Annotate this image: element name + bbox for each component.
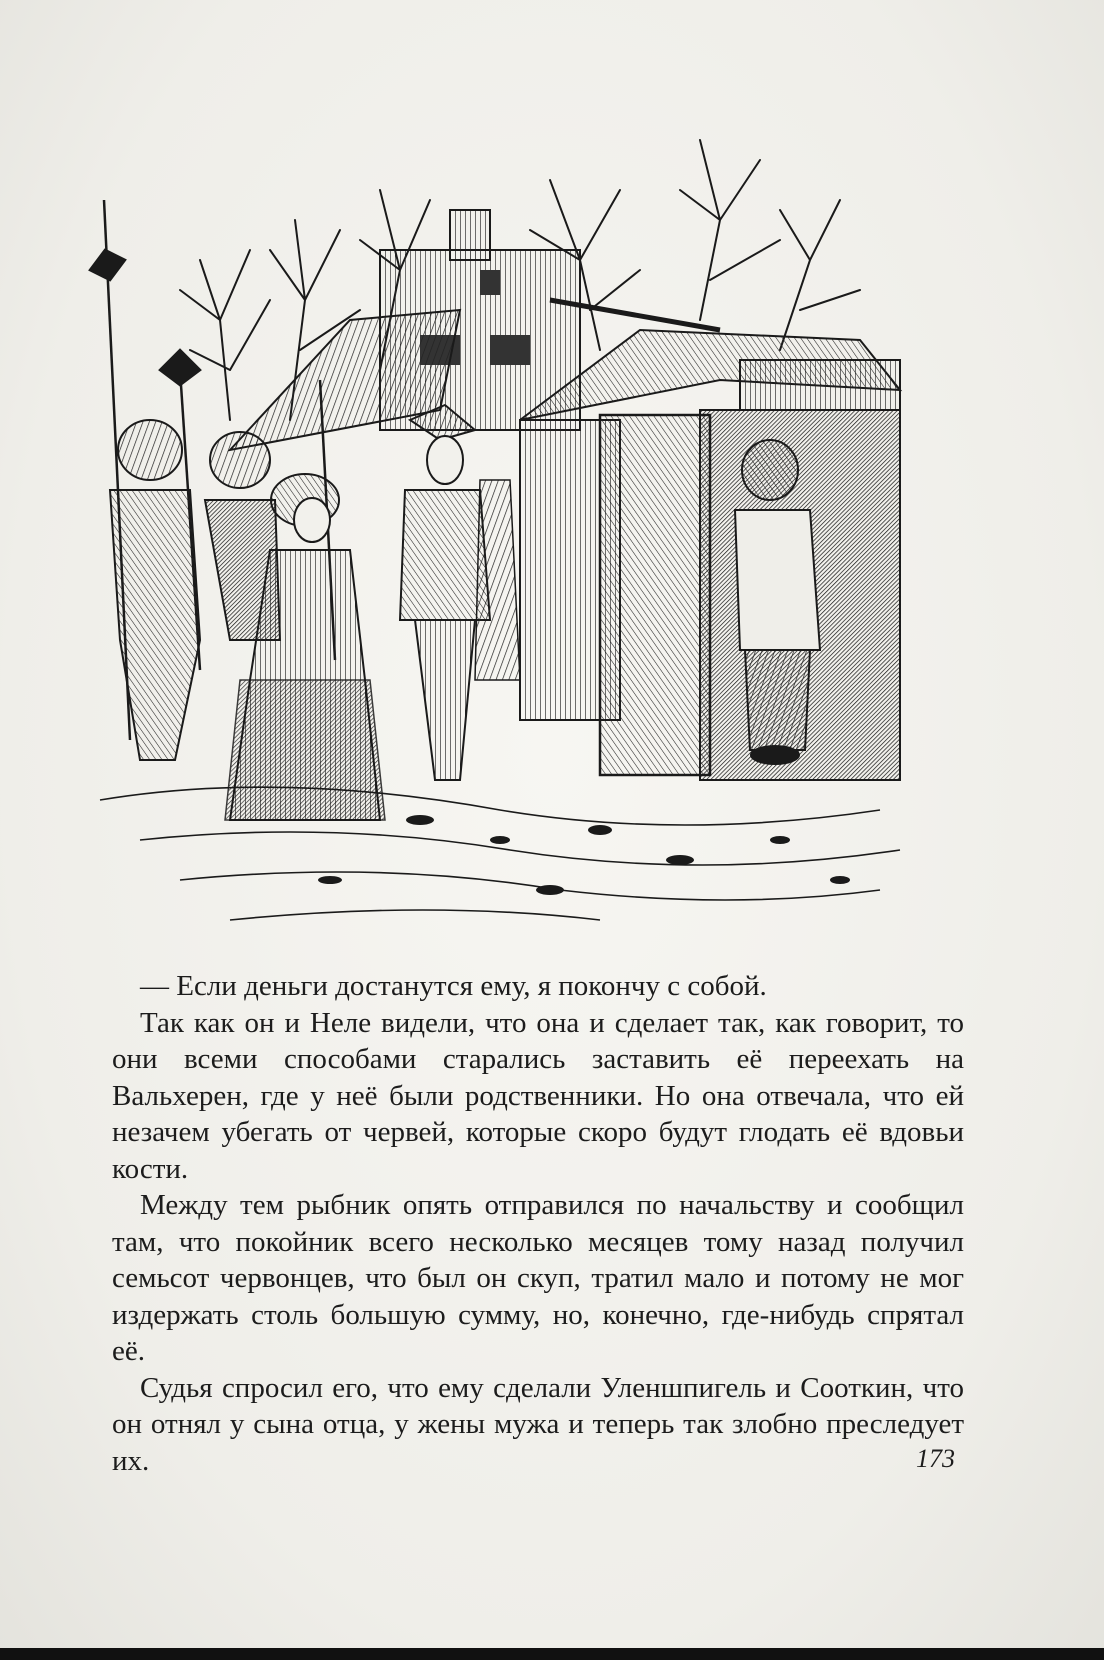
engraving-illustration (80, 120, 940, 940)
paragraph: Так как он и Неле видели, что она и сделает так, как говорит, то они всеми способами старались заставить её переехать на Вальхерен, где у неё были родственники. Но она отвечала, что ей незачем убегать от червей, которые скоро будут глодать её вдовьи кости. (112, 1006, 964, 1185)
paragraph: Судья спросил его, что ему сделали Уленшпигель и Сооткин, что он отнял у сына отца, у жены мужа и теперь так злобно преследует их. (112, 1371, 964, 1477)
scan-edge (0, 1648, 1104, 1660)
paragraph: — Если деньги достанутся ему, я покончу с собой. (140, 970, 767, 1002)
engraving-street-scene-icon (80, 120, 940, 940)
body-text (112, 968, 964, 1479)
paragraph: Между тем рыбник опять отправился по начальству и сообщил там, что покойник всего несколько месяцев тому назад получил семьсот червонцев, что был он скуп, тратил мало и потому не мог издержать столь большую сумму, но, конечно, где-нибудь спрятал её. (112, 1189, 964, 1367)
page-number: 173 (916, 1444, 955, 1473)
